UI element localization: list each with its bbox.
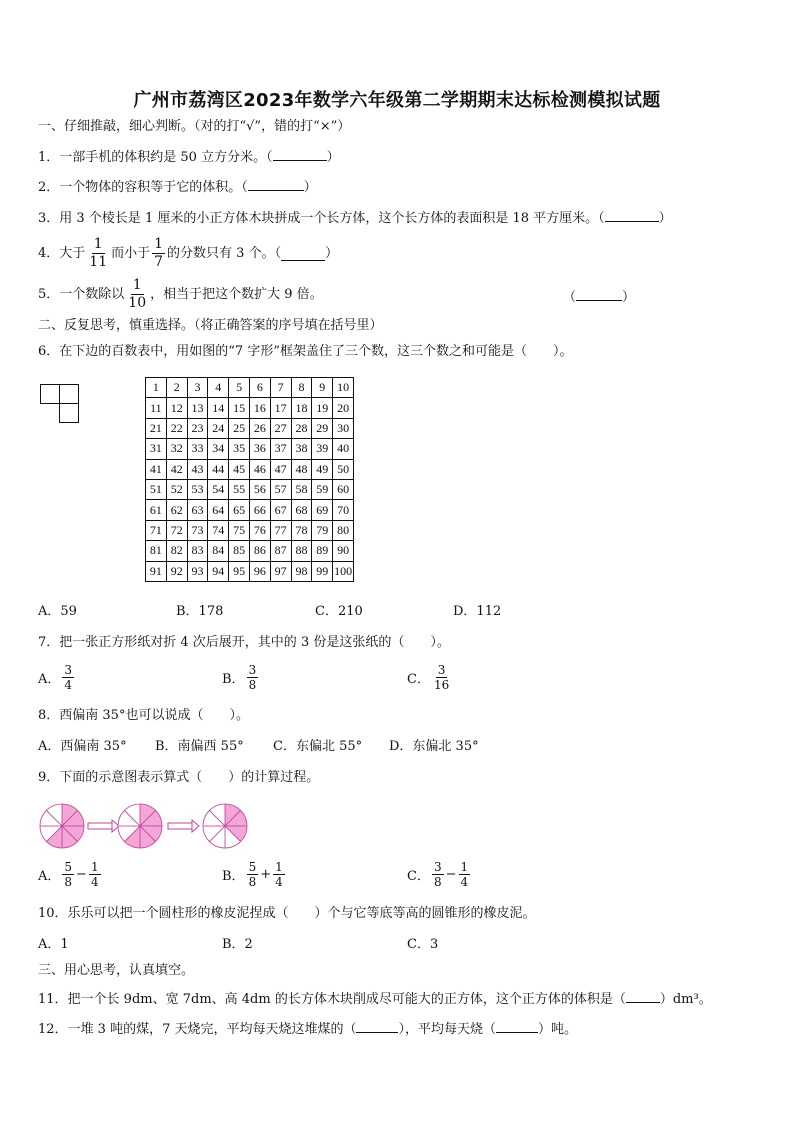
hundred-chart-cell: 73 xyxy=(187,520,208,540)
answer-blank[interactable] xyxy=(273,146,327,161)
question-11: 11．把一个长 9dm、宽 7dm、高 4dm 的长方体木块削成尽可能大的正方体，这个正方体的体积是（ ）dm³。 xyxy=(38,988,712,1009)
hundred-chart-cell: 89 xyxy=(312,541,333,561)
answer-blank[interactable] xyxy=(605,207,659,222)
question-4: 4．大于 $\frac{1}{11}$ 而小于 $\frac{1}{7}$ 的分数只有 3 个。（ ） xyxy=(38,236,339,270)
hundred-chart-cell: 79 xyxy=(312,520,333,540)
hundred-chart-cell: 66 xyxy=(249,500,270,520)
hundred-chart-cell: 5 xyxy=(229,378,250,398)
hundred-chart-cell: 42 xyxy=(166,459,187,479)
hundred-chart-cell: 63 xyxy=(187,500,208,520)
hundred-chart-cell: 88 xyxy=(291,541,312,561)
hundred-chart-cell: 71 xyxy=(146,520,167,540)
hundred-chart-cell: 30 xyxy=(333,418,354,438)
hundred-chart-cell: 99 xyxy=(312,561,333,581)
hundred-chart-cell: 40 xyxy=(333,439,354,459)
hundred-chart-cell: 21 xyxy=(146,418,167,438)
q7-option-a[interactable]: A． $\frac{3}{4}$ xyxy=(38,663,73,692)
hundred-chart-cell: 53 xyxy=(187,479,208,499)
hundred-chart-cell: 93 xyxy=(187,561,208,581)
hundred-chart-cell: 18 xyxy=(291,398,312,418)
hundred-chart-cell: 94 xyxy=(208,561,229,581)
q9-option-c[interactable]: C． $\frac{3}{8}$ − $\frac{1}{4}$ xyxy=(407,860,469,889)
q8-option-d[interactable]: D．东偏北 35° xyxy=(389,739,479,754)
hundred-chart-cell: 16 xyxy=(249,398,270,418)
q8-option-c[interactable]: C．东偏北 55° xyxy=(273,739,363,754)
hundred-chart-cell: 58 xyxy=(291,479,312,499)
answer-blank[interactable] xyxy=(281,246,325,261)
hundred-chart-cell: 95 xyxy=(229,561,250,581)
pie-five-eighths xyxy=(40,804,84,848)
q10-option-a[interactable]: A．1 xyxy=(38,937,69,952)
hundred-chart-cell: 64 xyxy=(208,500,229,520)
q9-option-a[interactable]: A． $\frac{5}{8}$ − $\frac{1}{4}$ xyxy=(38,860,99,889)
hundred-chart-cell: 12 xyxy=(166,398,187,418)
hundred-chart-cell: 24 xyxy=(208,418,229,438)
hundred-chart-cell: 50 xyxy=(333,459,354,479)
question-7: 7．把一张正方形纸对折 4 次后展开，其中的 3 份是这张纸的（ ）。 xyxy=(38,635,450,650)
hundred-chart-cell: 72 xyxy=(166,520,187,540)
hundred-chart-cell: 31 xyxy=(146,439,167,459)
hundred-chart-cell: 19 xyxy=(312,398,333,418)
question-1: 1．一部手机的体积约是 50 立方分米。（ ） xyxy=(38,146,340,167)
hundred-chart-cell: 49 xyxy=(312,459,333,479)
hundred-chart-cell: 85 xyxy=(229,541,250,561)
hundred-chart-cell: 7 xyxy=(270,378,291,398)
question-8: 8．西偏南 35°也可以说成（ ）。 xyxy=(38,708,249,723)
hundred-chart-cell: 34 xyxy=(208,439,229,459)
hundred-chart-cell: 91 xyxy=(146,561,167,581)
hundred-chart-cell: 84 xyxy=(208,541,229,561)
hundred-chart-cell: 98 xyxy=(291,561,312,581)
hundred-chart-cell: 43 xyxy=(187,459,208,479)
hundred-chart-cell: 37 xyxy=(270,439,291,459)
hundred-chart-cell: 6 xyxy=(249,378,270,398)
question-9: 9．下面的示意图表示算式（ ）的计算过程。 xyxy=(38,770,320,785)
hundred-chart-cell: 28 xyxy=(291,418,312,438)
question-12: 12．一堆 3 吨的煤，7 天烧完，平均每天烧这堆煤的（ ），平均每天烧（ ）吨。 xyxy=(38,1018,577,1039)
hundred-chart-cell: 46 xyxy=(249,459,270,479)
hundred-chart-cell: 29 xyxy=(312,418,333,438)
hundred-chart-cell: 61 xyxy=(146,500,167,520)
q6-option-b[interactable]: B．178 xyxy=(176,604,224,619)
answer-blank[interactable] xyxy=(576,286,622,301)
hundred-chart-cell: 97 xyxy=(270,561,291,581)
answer-blank[interactable] xyxy=(248,176,304,191)
q8-option-b[interactable]: B．南偏西 55° xyxy=(155,739,244,754)
hundred-chart-cell: 2 xyxy=(166,378,187,398)
hundred-chart-cell: 9 xyxy=(312,378,333,398)
question-6: 6．在下边的百数表中，用如图的“7 字形”框架盖住了三个数，这三个数之和可能是（ ）。 xyxy=(38,344,573,359)
hundred-chart-cell: 25 xyxy=(229,418,250,438)
hundred-chart-cell: 60 xyxy=(333,479,354,499)
hundred-chart-cell: 96 xyxy=(249,561,270,581)
hundred-chart-cell: 86 xyxy=(249,541,270,561)
hundred-chart-cell: 41 xyxy=(146,459,167,479)
hundred-chart-cell: 35 xyxy=(229,439,250,459)
hundred-chart-cell: 77 xyxy=(270,520,291,540)
hundred-chart-cell: 22 xyxy=(166,418,187,438)
hundred-chart-cell: 33 xyxy=(187,439,208,459)
question-3: 3．用 3 个棱长是 1 厘米的小正方体木块拼成一个长方体，这个长方体的表面积是 18 平方厘米。（ ） xyxy=(38,207,672,228)
hundred-chart-cell: 52 xyxy=(166,479,187,499)
fraction-1-11: $\frac{1}{11}$ xyxy=(89,236,108,270)
hundred-chart-cell: 44 xyxy=(208,459,229,479)
hundred-chart-cell: 65 xyxy=(229,500,250,520)
answer-blank[interactable] xyxy=(496,1018,538,1033)
section-3-heading: 三、用心思考，认真填空。 xyxy=(38,963,195,978)
hundred-chart-cell: 76 xyxy=(249,520,270,540)
q7-option-c[interactable]: C． $\frac{3}{16}$ xyxy=(407,663,450,692)
page-title: 广州市荔湾区2023年数学六年级第二学期期末达标检测模拟试题 xyxy=(133,90,661,111)
hundred-chart-cell: 81 xyxy=(146,541,167,561)
hundred-chart-cell: 13 xyxy=(187,398,208,418)
hundred-chart-cell: 48 xyxy=(291,459,312,479)
hundred-chart-cell: 3 xyxy=(187,378,208,398)
hundred-chart-cell: 87 xyxy=(270,541,291,561)
hundred-chart-cell: 27 xyxy=(270,418,291,438)
hundred-chart-cell: 15 xyxy=(229,398,250,418)
hundred-chart-cell: 23 xyxy=(187,418,208,438)
q9-option-b[interactable]: B． $\frac{5}{8}$ + $\frac{1}{4}$ xyxy=(222,860,283,889)
hundred-chart-cell: 36 xyxy=(249,439,270,459)
hundred-chart-cell: 100 xyxy=(333,561,354,581)
hundred-chart-cell: 1 xyxy=(146,378,167,398)
hundred-chart-cell: 4 xyxy=(208,378,229,398)
answer-blank[interactable] xyxy=(356,1018,398,1033)
q10-option-c[interactable]: C．3 xyxy=(407,937,439,952)
hundred-chart-cell: 74 xyxy=(208,520,229,540)
hundred-chart-cell: 75 xyxy=(229,520,250,540)
question-5: 5．一个数除以 $\frac{1}{10}$ ，相当于把这个数扩大 9 倍。 xyxy=(38,277,323,311)
fraction-circles-diagram xyxy=(38,802,258,852)
question-2: 2．一个物体的容积等于它的体积。（ ） xyxy=(38,176,317,197)
fraction-1-7: $\frac{1}{7}$ xyxy=(154,236,164,270)
hundred-chart-cell: 38 xyxy=(291,439,312,459)
q7-option-b[interactable]: B． $\frac{3}{8}$ xyxy=(222,663,257,692)
q6-option-d[interactable]: D．112 xyxy=(453,604,502,619)
answer-blank[interactable] xyxy=(626,988,660,1003)
section-2-heading: 二、反复思考，慎重选择。（将正确答案的序号填在括号里） xyxy=(38,318,383,333)
hundred-chart-cell: 56 xyxy=(249,479,270,499)
pie-subtract-step xyxy=(118,804,162,848)
fraction-1-10: $\frac{1}{10}$ xyxy=(128,277,147,311)
hundred-chart-cell: 83 xyxy=(187,541,208,561)
hundred-chart-cell: 90 xyxy=(333,541,354,561)
hundred-chart-cell: 62 xyxy=(166,500,187,520)
hundred-chart-cell: 69 xyxy=(312,500,333,520)
hundred-chart-cell: 82 xyxy=(166,541,187,561)
hundred-chart xyxy=(145,377,354,582)
pie-result xyxy=(203,804,247,848)
q6-option-c[interactable]: C．210 xyxy=(315,604,363,619)
hundred-chart-cell: 20 xyxy=(333,398,354,418)
hundred-chart-cell: 51 xyxy=(146,479,167,499)
hundred-chart-cell: 92 xyxy=(166,561,187,581)
q8-option-a[interactable]: A．西偏南 35° xyxy=(38,739,127,754)
hundred-chart-cell: 67 xyxy=(270,500,291,520)
hundred-chart-cell: 39 xyxy=(312,439,333,459)
arrow-2 xyxy=(168,820,199,832)
hundred-chart-cell: 32 xyxy=(166,439,187,459)
hundred-chart-cell: 57 xyxy=(270,479,291,499)
hundred-chart-cell: 11 xyxy=(146,398,167,418)
hundred-chart-cell: 17 xyxy=(270,398,291,418)
q10-option-b[interactable]: B．2 xyxy=(222,937,253,952)
section-1-heading: 一、仔细推敲，细心判断。（对的打“√”，错的打“×”） xyxy=(38,119,351,134)
question-5-answer: （ ） xyxy=(563,286,635,307)
hundred-chart-cell: 59 xyxy=(312,479,333,499)
hundred-chart-cell: 68 xyxy=(291,500,312,520)
hundred-chart-cell: 80 xyxy=(333,520,354,540)
question-10: 10．乐乐可以把一个圆柱形的橡皮泥捏成（ ）个与它等底等高的圆锥形的橡皮泥。 xyxy=(38,906,536,921)
arrow-1 xyxy=(88,820,119,832)
hundred-chart-cell: 70 xyxy=(333,500,354,520)
q6-option-a[interactable]: A．59 xyxy=(38,604,77,619)
hundred-chart-cell: 26 xyxy=(249,418,270,438)
hundred-chart-cell: 54 xyxy=(208,479,229,499)
hundred-chart-cell: 45 xyxy=(229,459,250,479)
hundred-chart-cell: 14 xyxy=(208,398,229,418)
hundred-chart-cell: 55 xyxy=(229,479,250,499)
hundred-chart-cell: 10 xyxy=(333,378,354,398)
hundred-chart-cell: 78 xyxy=(291,520,312,540)
hundred-chart-cell: 8 xyxy=(291,378,312,398)
hundred-chart-cell: 47 xyxy=(270,459,291,479)
